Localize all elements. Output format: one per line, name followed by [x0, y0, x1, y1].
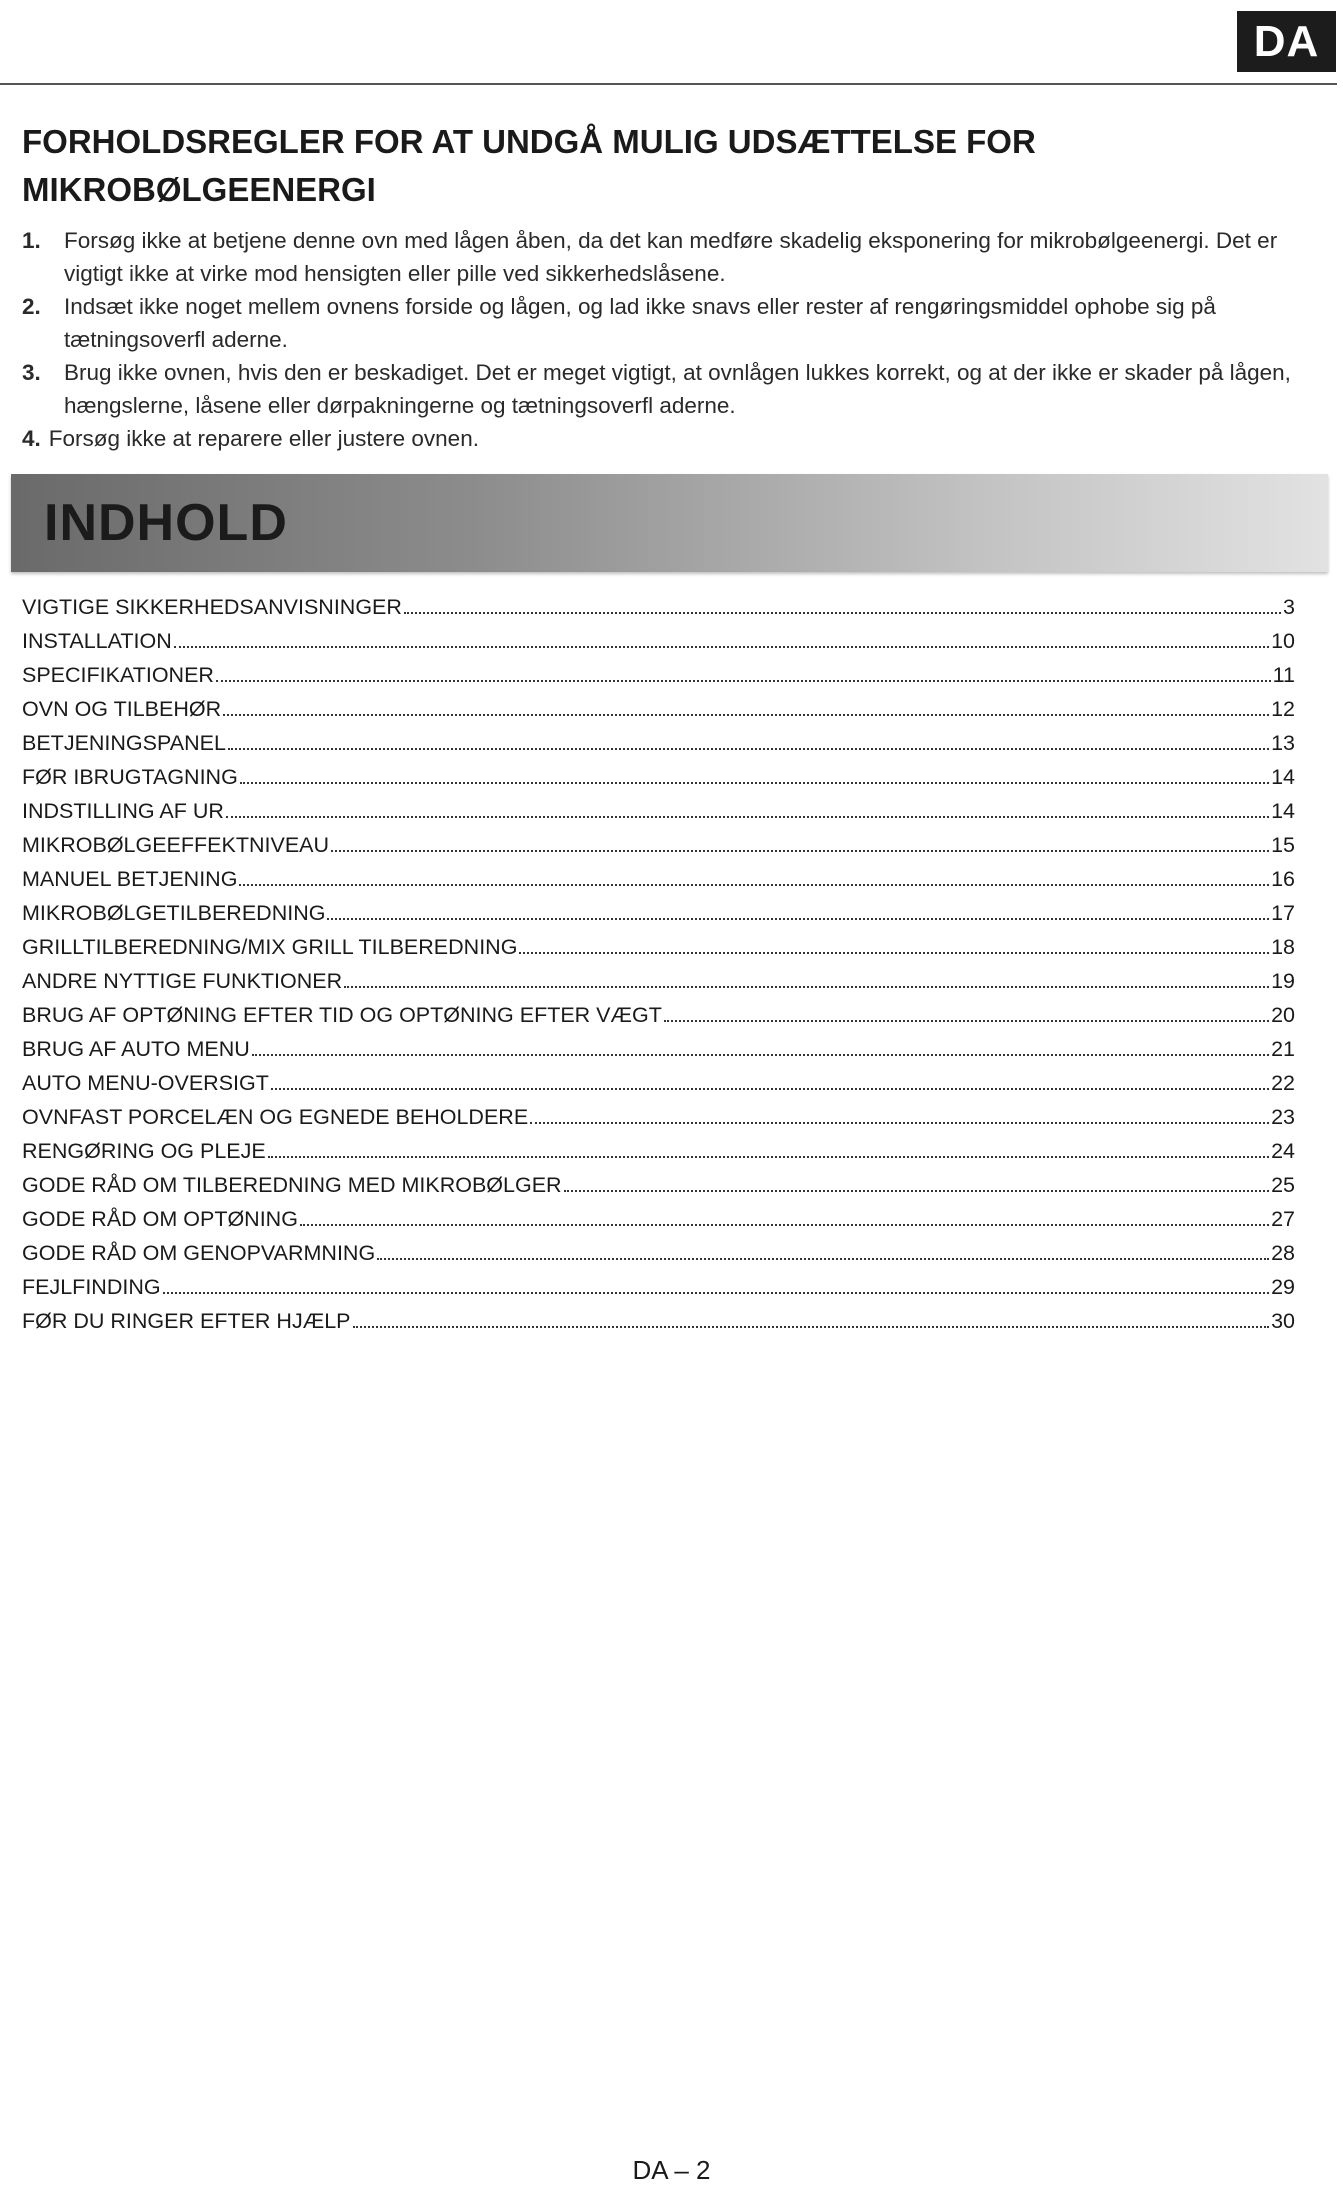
toc-entry-label: FEJLFINDING	[22, 1275, 161, 1299]
toc-leader-dots	[174, 646, 1269, 648]
toc-entry-page: 18	[1271, 935, 1295, 959]
toc-leader-dots	[271, 1088, 1269, 1090]
toc-entry[interactable]	[22, 1304, 1295, 1338]
toc-entry-page: 14	[1271, 799, 1295, 823]
toc-entry-label: AUTO MENU-OVERSIGT	[22, 1071, 269, 1095]
toc-leader-dots	[240, 782, 1269, 784]
toc-entry[interactable]	[22, 658, 1295, 692]
warning-item	[22, 356, 1322, 422]
toc-entry[interactable]	[22, 1168, 1295, 1202]
toc-entry[interactable]	[22, 896, 1295, 930]
warning-item-text: Brug ikke ovnen, hvis den er beskadiget. Det er meget vigtigt, at ovnlågen lukkes korrekt, og at der ikke er skader på lågen, hængslerne, låsene eller dørpakningerne og tætningsoverfl aderne.	[64, 360, 1291, 418]
toc-entry[interactable]	[22, 1066, 1295, 1100]
toc-entry[interactable]	[22, 1236, 1295, 1270]
toc-entry-label: MIKROBØLGETILBEREDNING	[22, 901, 326, 925]
toc-entry[interactable]	[22, 1032, 1295, 1066]
toc-entry-page: 27	[1271, 1207, 1295, 1231]
toc-leader-dots	[344, 986, 1269, 988]
toc-entry-label: SPECIFIKATIONER	[22, 663, 214, 687]
toc-entry[interactable]	[22, 692, 1295, 726]
toc-leader-dots	[268, 1156, 1269, 1158]
toc-leader-dots	[404, 612, 1281, 614]
toc-entry-page: 23	[1271, 1105, 1295, 1129]
toc-leader-dots	[353, 1326, 1270, 1328]
warning-item-number: 1.	[22, 228, 41, 253]
toc-entry-page: 15	[1271, 833, 1295, 857]
warning-title: FORHOLDSREGLER FOR AT UNDGÅ MULIG UDSÆTTELSE FOR MIKROBØLGEENERGI	[22, 123, 1036, 208]
toc-entry-page: 14	[1271, 765, 1295, 789]
toc-entry-page: 19	[1271, 969, 1295, 993]
toc-entry[interactable]	[22, 828, 1295, 862]
toc-entry-label: OVNFAST PORCELÆN OG EGNEDE BEHOLDERE	[22, 1105, 529, 1129]
warning-list	[22, 224, 1322, 455]
toc-entry-label: GODE RÅD OM OPTØNING	[22, 1207, 298, 1231]
toc-entry-label: MANUEL BETJENING	[22, 867, 238, 891]
toc-leader-dots	[226, 816, 1269, 818]
toc-entry-label: MIKROBØLGEEFFEKTNIVEAU	[22, 833, 330, 857]
toc-leader-dots	[163, 1292, 1270, 1294]
page-number: DA – 2	[632, 2155, 711, 2185]
toc-leader-dots	[223, 714, 1269, 716]
toc-entry[interactable]	[22, 760, 1295, 794]
toc-leader-dots	[519, 952, 1269, 954]
toc-entry-page: 17	[1271, 901, 1295, 925]
toc-entry-page: 10	[1271, 629, 1295, 653]
toc-entry-label: BETJENINGSPANEL	[22, 731, 226, 755]
toc-entry-label: BRUG AF AUTO MENU	[22, 1037, 250, 1061]
toc-leader-dots	[327, 918, 1269, 920]
toc-entry-page: 3	[1283, 595, 1295, 619]
toc-entry[interactable]	[22, 862, 1295, 896]
toc-leader-dots	[331, 850, 1269, 852]
toc-entry[interactable]	[22, 1270, 1295, 1304]
toc-entry-label: INSTALLATION	[22, 629, 172, 653]
toc-entry[interactable]	[22, 624, 1295, 658]
toc-entry-page: 24	[1271, 1139, 1295, 1163]
warning-item-text: Forsøg ikke at reparere eller justere ovnen.	[48, 426, 479, 451]
toc-entry-page: 20	[1271, 1003, 1295, 1027]
toc-entry[interactable]	[22, 964, 1295, 998]
toc-entry-label: GRILLTILBEREDNING/MIX GRILL TILBEREDNING	[22, 935, 518, 959]
table-of-contents	[22, 590, 1295, 1338]
toc-leader-dots	[377, 1258, 1269, 1260]
warning-item-number: 4.	[22, 426, 41, 451]
warning-item	[22, 422, 1322, 455]
toc-entry[interactable]	[22, 794, 1295, 828]
header-divider	[0, 83, 1337, 85]
toc-entry-label: FØR DU RINGER EFTER HJÆLP	[22, 1309, 351, 1333]
warning-item	[22, 290, 1322, 356]
warning-item-number: 2.	[22, 294, 41, 319]
toc-entry-label: ANDRE NYTTIGE FUNKTIONER	[22, 969, 343, 993]
toc-entry-page: 13	[1271, 731, 1295, 755]
warning-item-text: Indsæt ikke noget mellem ovnens forside og lågen, og lad ikke snavs eller rester af rengøringsmiddel ophobe sig på tætningsoverfl aderne.	[64, 294, 1216, 352]
toc-leader-dots	[252, 1054, 1269, 1056]
toc-leader-dots	[228, 748, 1269, 750]
toc-entry[interactable]	[22, 1134, 1295, 1168]
toc-leader-dots	[216, 680, 1271, 682]
toc-entry-page: 28	[1271, 1241, 1295, 1265]
toc-entry-page: 25	[1271, 1173, 1295, 1197]
toc-entry-label: GODE RÅD OM GENOPVARMNING	[22, 1241, 376, 1265]
toc-banner	[11, 474, 1328, 572]
toc-entry-page: 21	[1271, 1037, 1295, 1061]
language-badge: DA	[1237, 11, 1336, 72]
toc-leader-dots	[564, 1190, 1270, 1192]
toc-leader-dots	[530, 1122, 1269, 1124]
toc-entry-page: 11	[1272, 663, 1295, 687]
warning-item-number: 3.	[22, 360, 41, 385]
toc-entry[interactable]	[22, 1202, 1295, 1236]
toc-entry-label: RENGØRING OG PLEJE	[22, 1139, 266, 1163]
toc-leader-dots	[664, 1020, 1269, 1022]
toc-entry-page: 16	[1271, 867, 1295, 891]
toc-entry[interactable]	[22, 726, 1295, 760]
warning-item-text: Forsøg ikke at betjene denne ovn med lågen åben, da det kan medføre skadelig eksponering for mikrobølgeenergi. Det er vigtigt ikke at virke mod hensigten eller pille ved sikkerhedslåsene.	[64, 228, 1278, 286]
toc-entry-page: 30	[1271, 1309, 1295, 1333]
toc-entry-label: INDSTILLING AF UR	[22, 799, 224, 823]
toc-entry-label: OVN OG TILBEHØR	[22, 697, 222, 721]
toc-entry-label: GODE RÅD OM TILBEREDNING MED MIKROBØLGER	[22, 1173, 562, 1197]
toc-entry-page: 29	[1271, 1275, 1295, 1299]
toc-entry-page: 12	[1271, 697, 1295, 721]
toc-leader-dots	[300, 1224, 1269, 1226]
toc-leader-dots	[239, 884, 1269, 886]
toc-title: INDHOLD	[44, 494, 288, 552]
toc-entry[interactable]	[22, 998, 1295, 1032]
toc-entry[interactable]	[22, 1100, 1295, 1134]
warning-item	[22, 224, 1322, 290]
toc-entry-label: FØR IBRUGTAGNING	[22, 765, 238, 789]
toc-entry-label: BRUG AF OPTØNING EFTER TID OG OPTØNING EFTER VÆGT	[22, 1003, 662, 1027]
toc-entry[interactable]	[22, 590, 1295, 624]
toc-entry[interactable]	[22, 930, 1295, 964]
toc-entry-label: VIGTIGE SIKKERHEDSANVISNINGER	[22, 595, 402, 619]
toc-entry-page: 22	[1271, 1071, 1295, 1095]
